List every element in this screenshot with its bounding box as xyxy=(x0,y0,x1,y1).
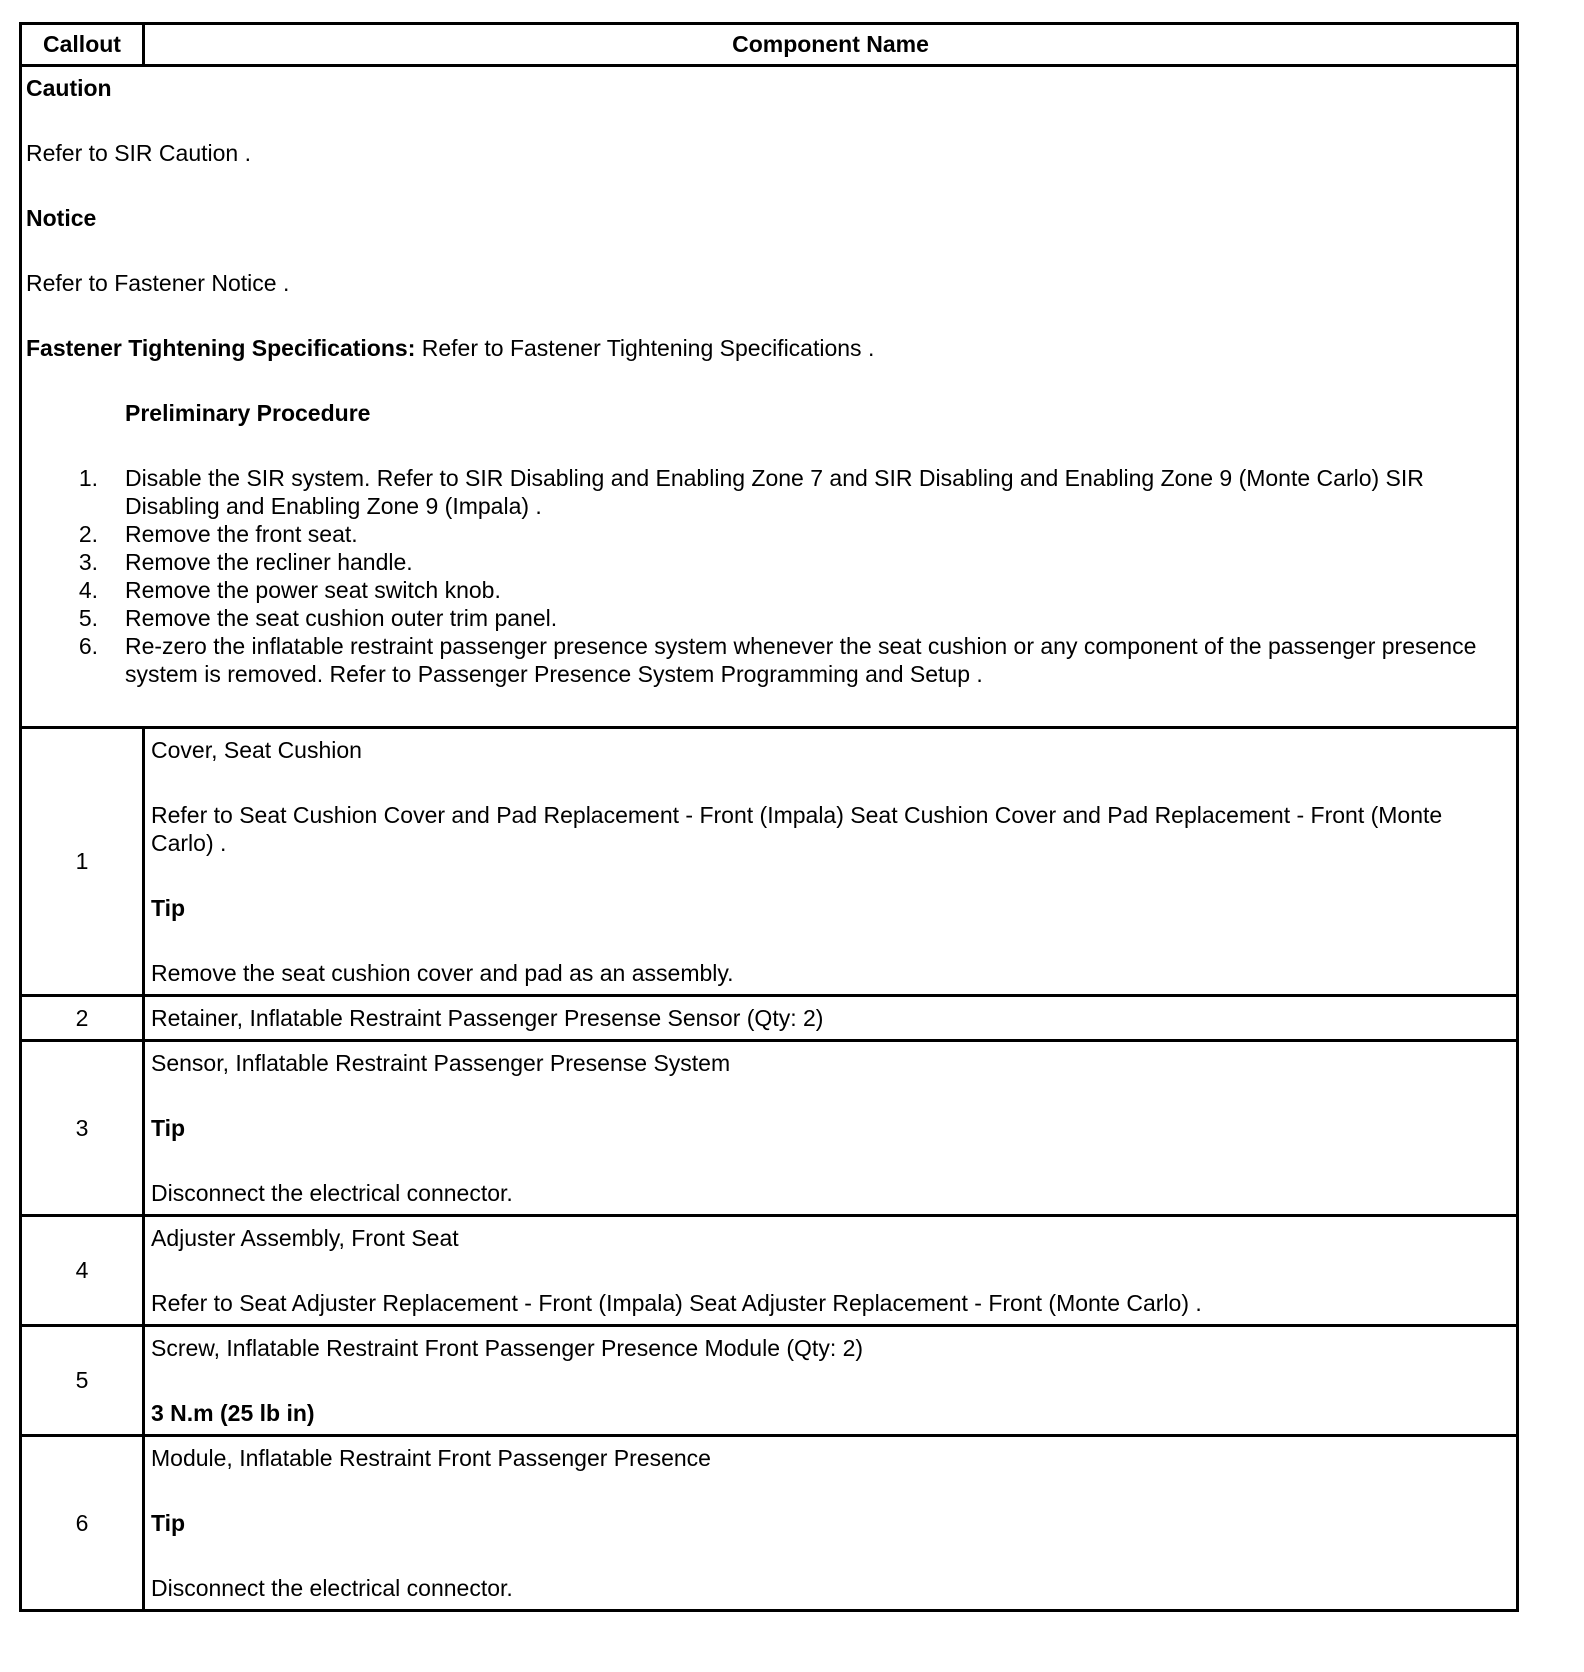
step-number: 4. xyxy=(78,577,98,603)
procedure-step xyxy=(26,520,1512,548)
step-number: 1. xyxy=(78,465,98,491)
component-cell xyxy=(144,1041,1518,1216)
component-cell xyxy=(144,996,1518,1041)
tip-text: Disconnect the electrical connector. xyxy=(151,1180,513,1206)
callout-number: 5 xyxy=(21,1326,144,1436)
header-component-name: Component Name xyxy=(144,24,1518,66)
component-name: Retainer, Inflatable Restraint Passenger Presense Sensor (Qty: 2) xyxy=(151,1005,824,1031)
table-row xyxy=(21,1041,1518,1216)
callout-number: 6 xyxy=(21,1436,144,1611)
tip-label: Tip xyxy=(151,1510,186,1536)
table-row xyxy=(21,1436,1518,1611)
callout-number: 1 xyxy=(21,728,144,996)
fastener-spec-line xyxy=(26,334,1512,362)
procedure-step xyxy=(26,632,1512,688)
component-name: Cover, Seat Cushion xyxy=(151,737,362,763)
component-name: Sensor, Inflatable Restraint Passenger Presense System xyxy=(151,1050,731,1076)
component-cell xyxy=(144,728,1518,996)
table-row xyxy=(21,1216,1518,1326)
header-callout: Callout xyxy=(21,24,144,66)
step-text: Disable the SIR system. Refer to SIR Disabling and Enabling Zone 7 and SIR Disabling and Enabling Zone 9 (Monte Carlo) SIR Disabling and Enabling Zone 9 (Impala) . xyxy=(125,465,1424,519)
component-cell xyxy=(144,1326,1518,1436)
callout-number: 4 xyxy=(21,1216,144,1326)
step-number: 3. xyxy=(78,549,98,575)
caution-text: Refer to SIR Caution . xyxy=(26,140,251,166)
component-name: Module, Inflatable Restraint Front Passenger Presence xyxy=(151,1445,711,1471)
tip-text: Remove the seat cushion cover and pad as an assembly. xyxy=(151,960,734,986)
step-text: Re-zero the inflatable restraint passenger presence system whenever the seat cushion or any component of the passenger presence system is removed. Refer to Passenger Presence System Programming and Setup . xyxy=(125,633,1477,687)
tip-label: Tip xyxy=(151,1115,186,1141)
step-text: Remove the power seat switch knob. xyxy=(125,577,501,603)
procedure-steps xyxy=(26,464,1512,688)
component-note: Refer to Seat Cushion Cover and Pad Replacement - Front (Impala) Seat Cushion Cover and Pad Replacement - Front (Monte Carlo) . xyxy=(151,802,1443,856)
intro-cell xyxy=(21,66,1518,728)
step-text: Remove the front seat. xyxy=(125,521,358,547)
callout-number: 2 xyxy=(21,996,144,1041)
table-row xyxy=(21,728,1518,996)
step-number: 5. xyxy=(78,605,98,631)
table-header-row xyxy=(21,24,1518,66)
tip-text: Disconnect the electrical connector. xyxy=(151,1575,513,1601)
step-text: Remove the recliner handle. xyxy=(125,549,413,575)
procedure-step xyxy=(26,464,1512,520)
procedure-step xyxy=(26,576,1512,604)
notice-text: Refer to Fastener Notice . xyxy=(26,270,290,296)
component-note: Refer to Seat Adjuster Replacement - Front (Impala) Seat Adjuster Replacement - Front (Monte Carlo) . xyxy=(151,1290,1202,1316)
table-row xyxy=(21,1326,1518,1436)
caution-title: Caution xyxy=(26,75,112,101)
component-table xyxy=(19,22,1519,1612)
procedure-step xyxy=(26,604,1512,632)
component-name: Adjuster Assembly, Front Seat xyxy=(151,1225,459,1251)
component-cell xyxy=(144,1216,1518,1326)
tip-label: Tip xyxy=(151,895,186,921)
component-cell xyxy=(144,1436,1518,1611)
spec-label: Fastener Tightening Specifications: xyxy=(26,335,416,361)
callout-number: 3 xyxy=(21,1041,144,1216)
procedure-step xyxy=(26,548,1512,576)
step-text: Remove the seat cushion outer trim panel. xyxy=(125,605,558,631)
component-name: Screw, Inflatable Restraint Front Passenger Presence Module (Qty: 2) xyxy=(151,1335,864,1361)
torque-spec: 3 N.m (25 lb in) xyxy=(151,1400,315,1426)
table-row xyxy=(21,996,1518,1041)
procedure-title: Preliminary Procedure xyxy=(125,400,371,426)
intro-row xyxy=(21,66,1518,728)
step-number: 6. xyxy=(78,633,98,659)
step-number: 2. xyxy=(78,521,98,547)
spec-text: Refer to Fastener Tightening Specifications . xyxy=(415,335,875,361)
notice-title: Notice xyxy=(26,205,97,231)
